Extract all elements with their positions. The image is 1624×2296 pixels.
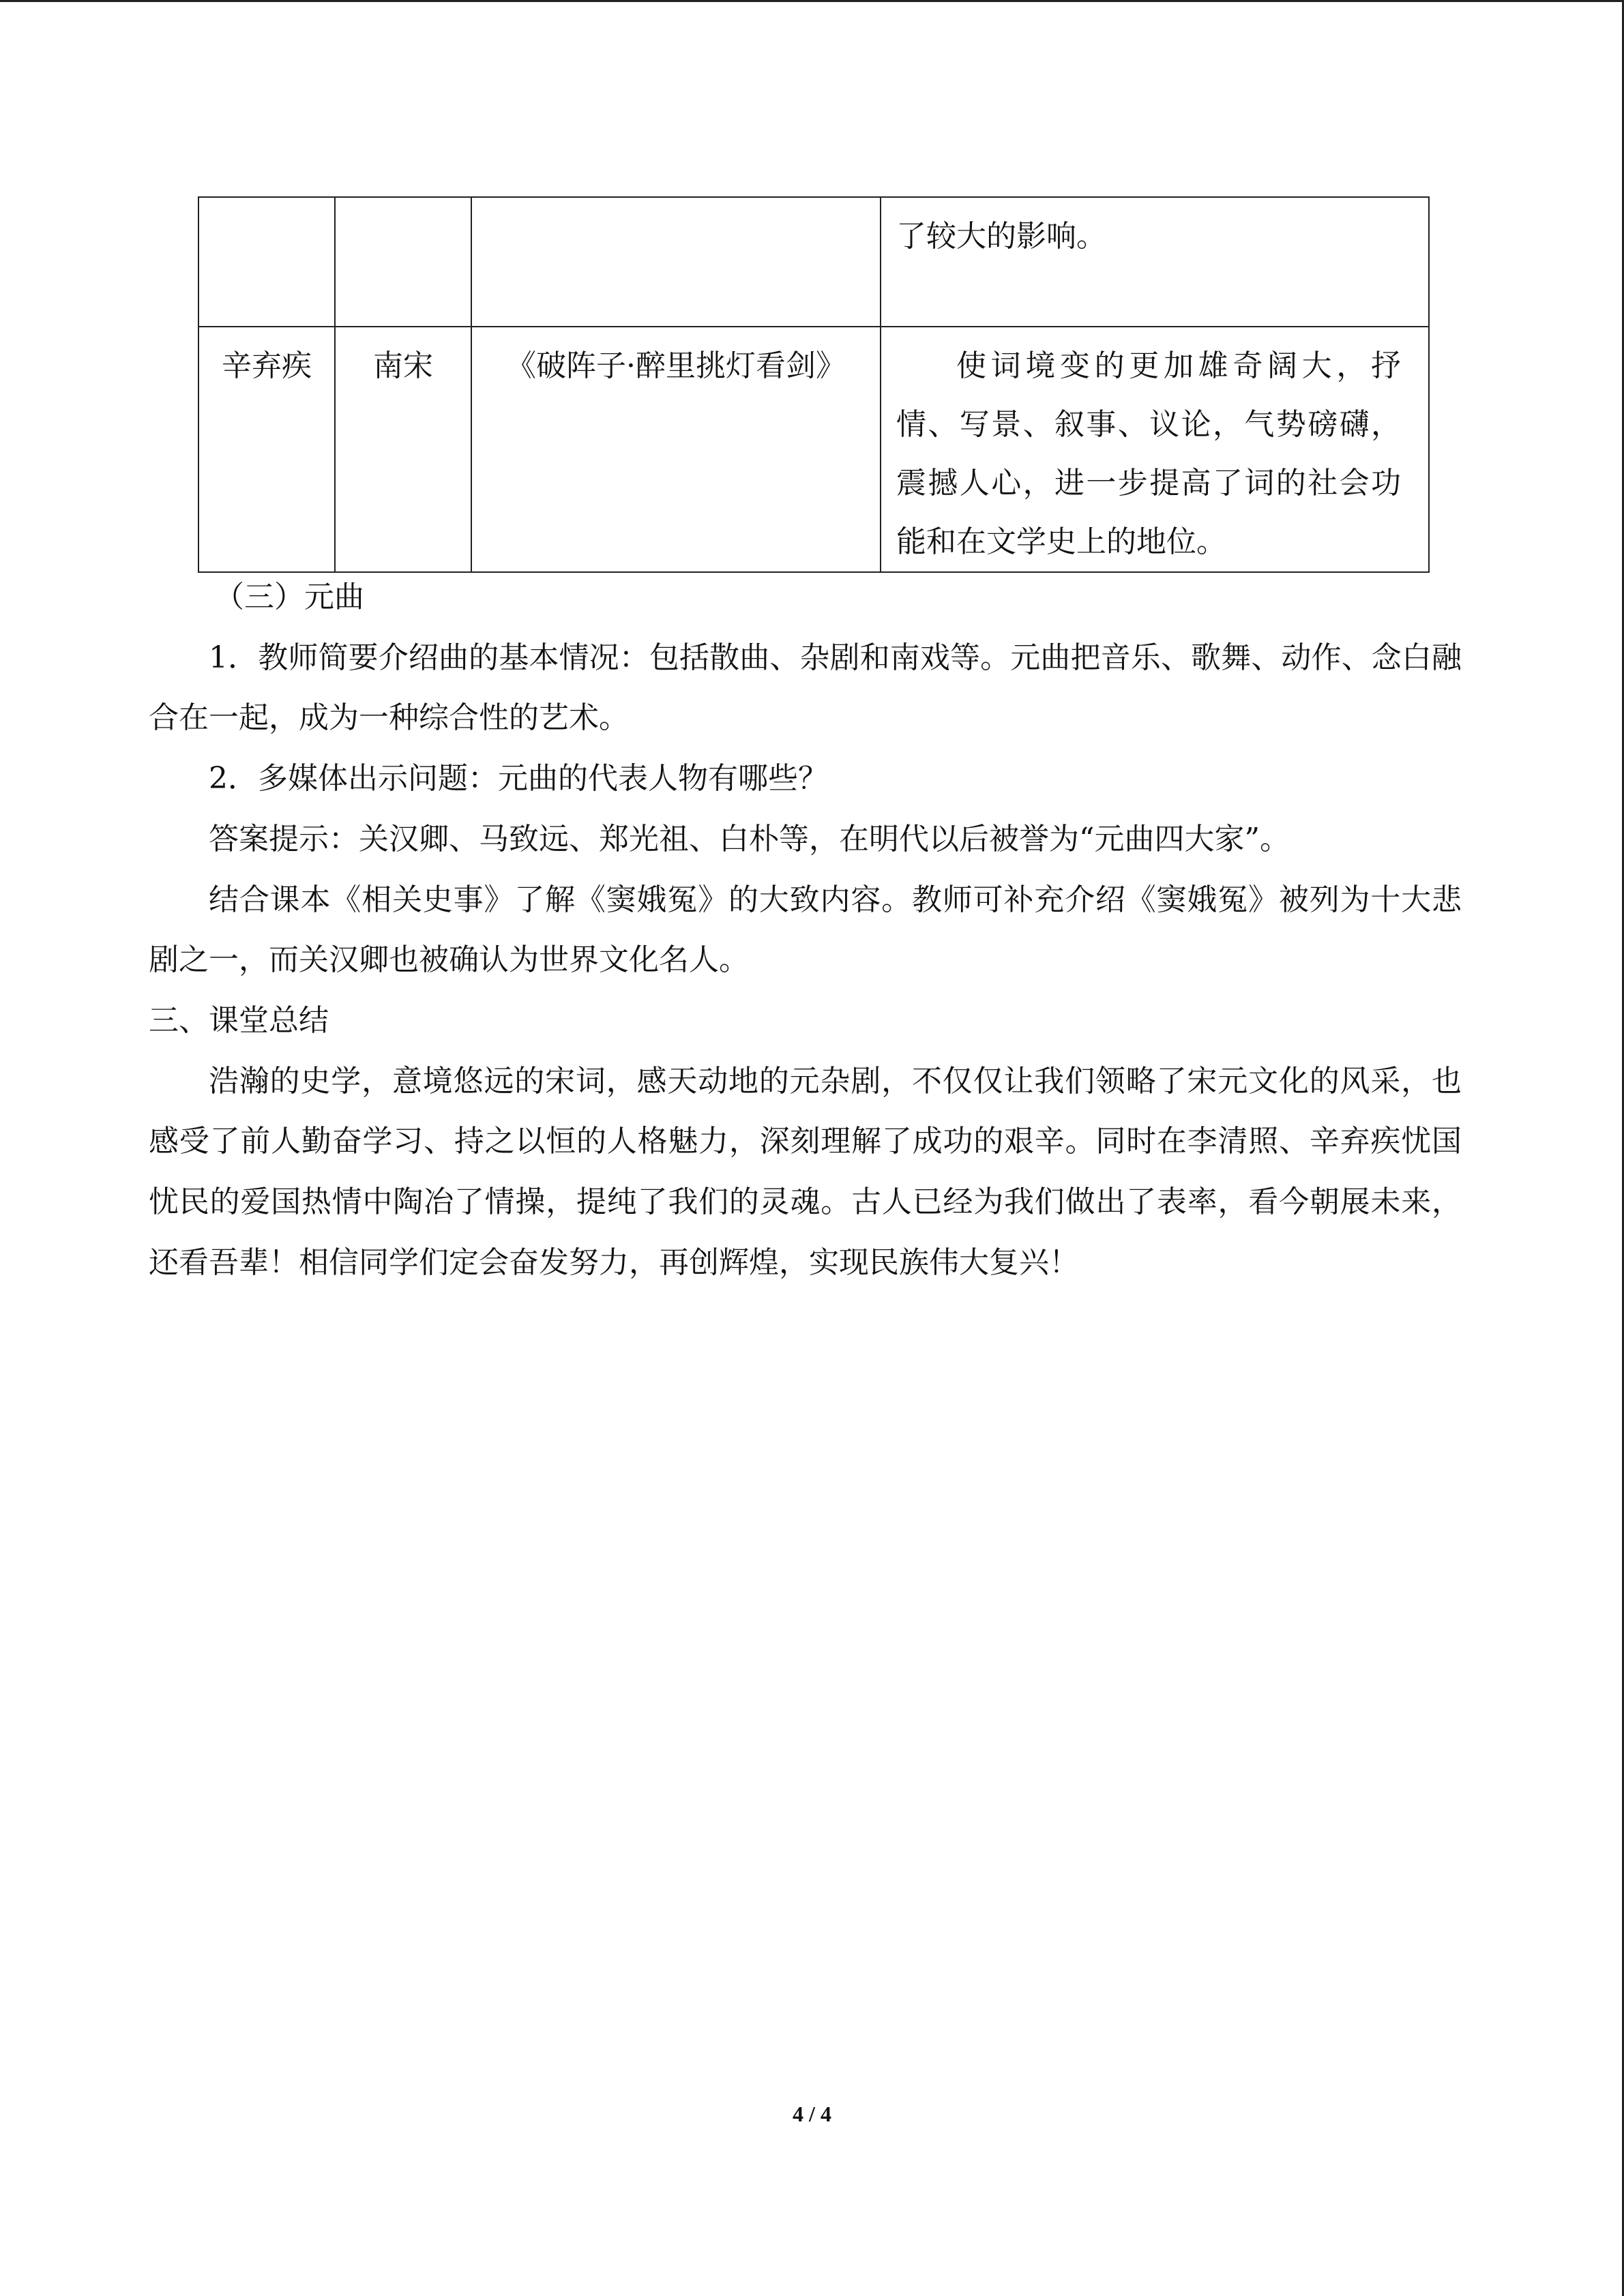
paragraph-intro-qu: 1．教师简要介绍曲的基本情况：包括散曲、杂剧和南戏等。元曲把音乐、歌舞、动作、念白融合在一起，成为一种综合性的艺术。 bbox=[149, 640, 1462, 736]
author-cell bbox=[198, 197, 335, 327]
work-title-cell bbox=[471, 197, 881, 327]
poets-works-table bbox=[198, 196, 1430, 573]
paragraph-summary: 浩瀚的史学，意境悠远的宋词，感天动地的元杂剧，不仅仅让我们领略了宋元文化的风采，也感受了前人勤奋学习、持之以恒的人格魅力，深刻理解了成功的艰辛。同时在李清照、辛弃疾忧国忧民的爱国热情中陶冶了情操，提纯了我们的灵魂。古人已经为我们做出了表率，看今朝展未来，还看吾辈！相信同学们定会奋发努力，再创辉煌，实现民族伟大复兴！ bbox=[149, 1063, 1462, 1280]
paragraph-answer: 答案提示：关汉卿、马致远、郑光祖、白朴等，在明代以后被誉为“元曲四大家”。 bbox=[209, 821, 1290, 856]
page-number: 4 / 4 bbox=[793, 2102, 831, 2126]
paragraph-extension: 结合课本《相关史事》了解《窦娥冤》的大致内容。教师可补充介绍《窦娥冤》被列为十大悲剧之一，而关汉卿也被确认为世界文化名人。 bbox=[149, 882, 1462, 978]
paragraph-question: 2．多媒体出示问题：元曲的代表人物有哪些？ bbox=[209, 761, 828, 796]
description-cell: 了较大的影响。 bbox=[881, 197, 1429, 327]
document-body bbox=[149, 567, 1462, 1293]
section-heading-yuanqu: （三）元曲 bbox=[214, 580, 364, 614]
table-row bbox=[198, 197, 1429, 327]
dynasty-cell bbox=[335, 197, 471, 327]
dynasty-cell: 南宋 bbox=[335, 327, 471, 572]
description-cell: 使词境变的更加雄奇阔大，抒情、写景、叙事、议论，气势磅礴，震撼人心，进一步提高了词的社会功能和在文学史上的地位。 bbox=[881, 327, 1429, 572]
section-heading-summary: 三、课堂总结 bbox=[149, 1002, 329, 1038]
table-row bbox=[198, 327, 1429, 572]
page-top-border bbox=[0, 0, 1624, 2]
work-title-cell: 《破阵子·醉里挑灯看剑》 bbox=[471, 327, 881, 572]
author-cell: 辛弃疾 bbox=[198, 327, 335, 572]
